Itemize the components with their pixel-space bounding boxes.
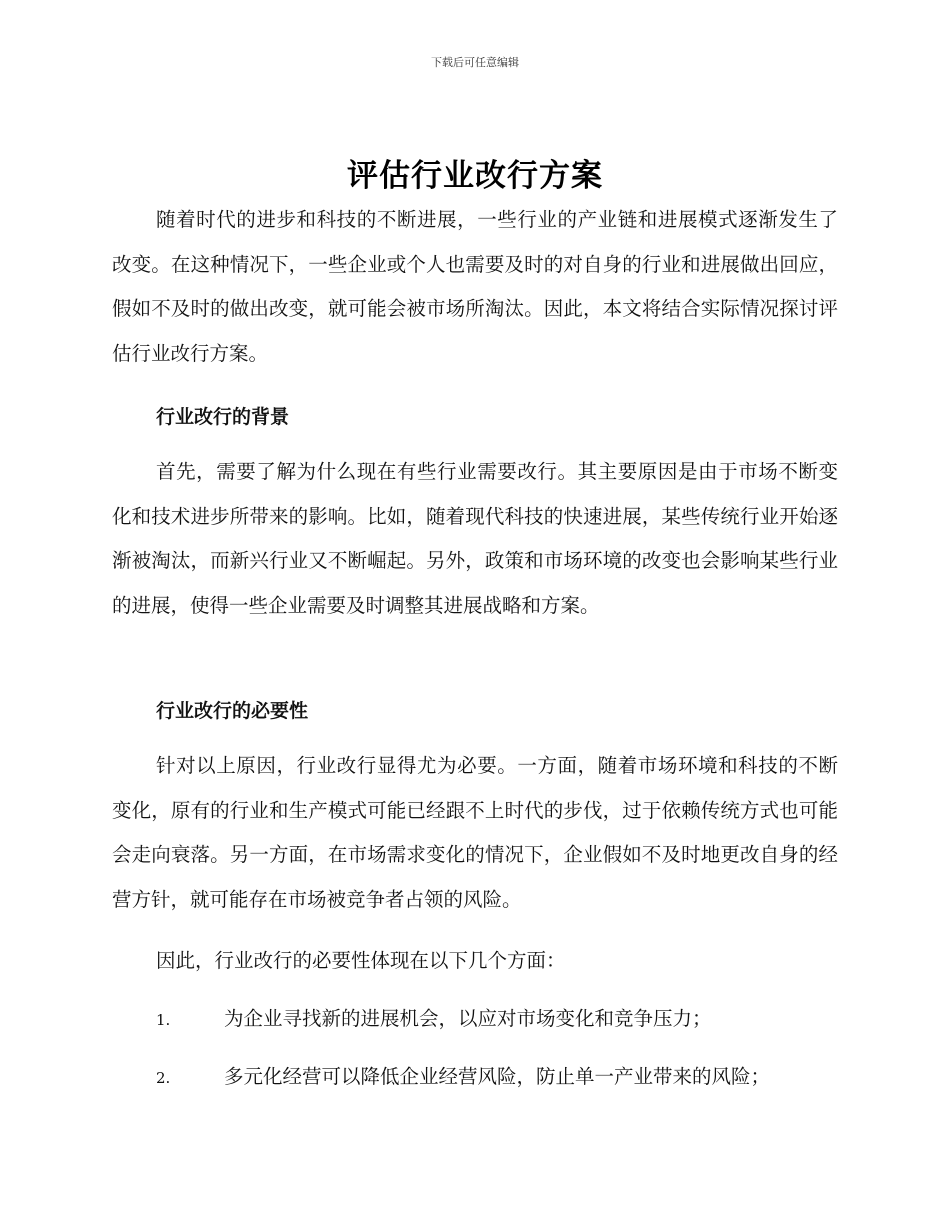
list-number: 1. <box>156 1011 171 1029</box>
intro-paragraph: 随着时代的进步和科技的不断进展，一些行业的产业链和进展模式逐渐发生了改变。在这种情况下，一些企业或个人也需要及时的对自身的行业和进展做出回应，假如不及时的做出改变，就可能会被市场所淘汰。因此，本文将结合实际情况探讨评估行业改行方案。 <box>112 208 838 365</box>
section-heading-necessity: 行业改行的必要性 <box>156 700 309 722</box>
list-item <box>156 1061 846 1089</box>
section-heading-background: 行业改行的背景 <box>156 406 290 428</box>
list-item <box>156 1003 846 1031</box>
list-item-text: 为企业寻找新的进展机会，以应对市场变化和竞争压力； <box>224 1007 712 1030</box>
background-paragraph: 首先，需要了解为什么现在有些行业需要改行。其主要原因是由于市场不断变化和技术进步所带来的影响。比如，随着现代科技的快速进展，某些传统行业开始逐渐被淘汰，而新兴行业又不断崛起。另外，政策和市场环境的改变也会影响某些行业的进展，使得一些企业需要及时调整其进展战略和方案。 <box>112 460 838 617</box>
necessity-lead-line: 因此，行业改行的必要性体现在以下几个方面： <box>156 949 566 972</box>
list-item-text: 多元化经营可以降低企业经营风险，防止单一产业带来的风险； <box>224 1065 771 1088</box>
necessity-paragraph: 针对以上原因，行业改行显得尤为必要。一方面，随着市场环境和科技的不断变化，原有的行业和生产模式可能已经跟不上时代的步伐，过于依赖传统方式也可能会走向衰落。另一方面，在市场需求变化的情况下，企业假如不及时地更改自身的经营方针，就可能存在市场被竞争者占领的风险。 <box>112 754 838 911</box>
header-note: 下载后可任意编辑 <box>431 56 519 69</box>
document-title: 评估行业改行方案 <box>347 158 603 194</box>
list-number: 2. <box>156 1069 171 1087</box>
